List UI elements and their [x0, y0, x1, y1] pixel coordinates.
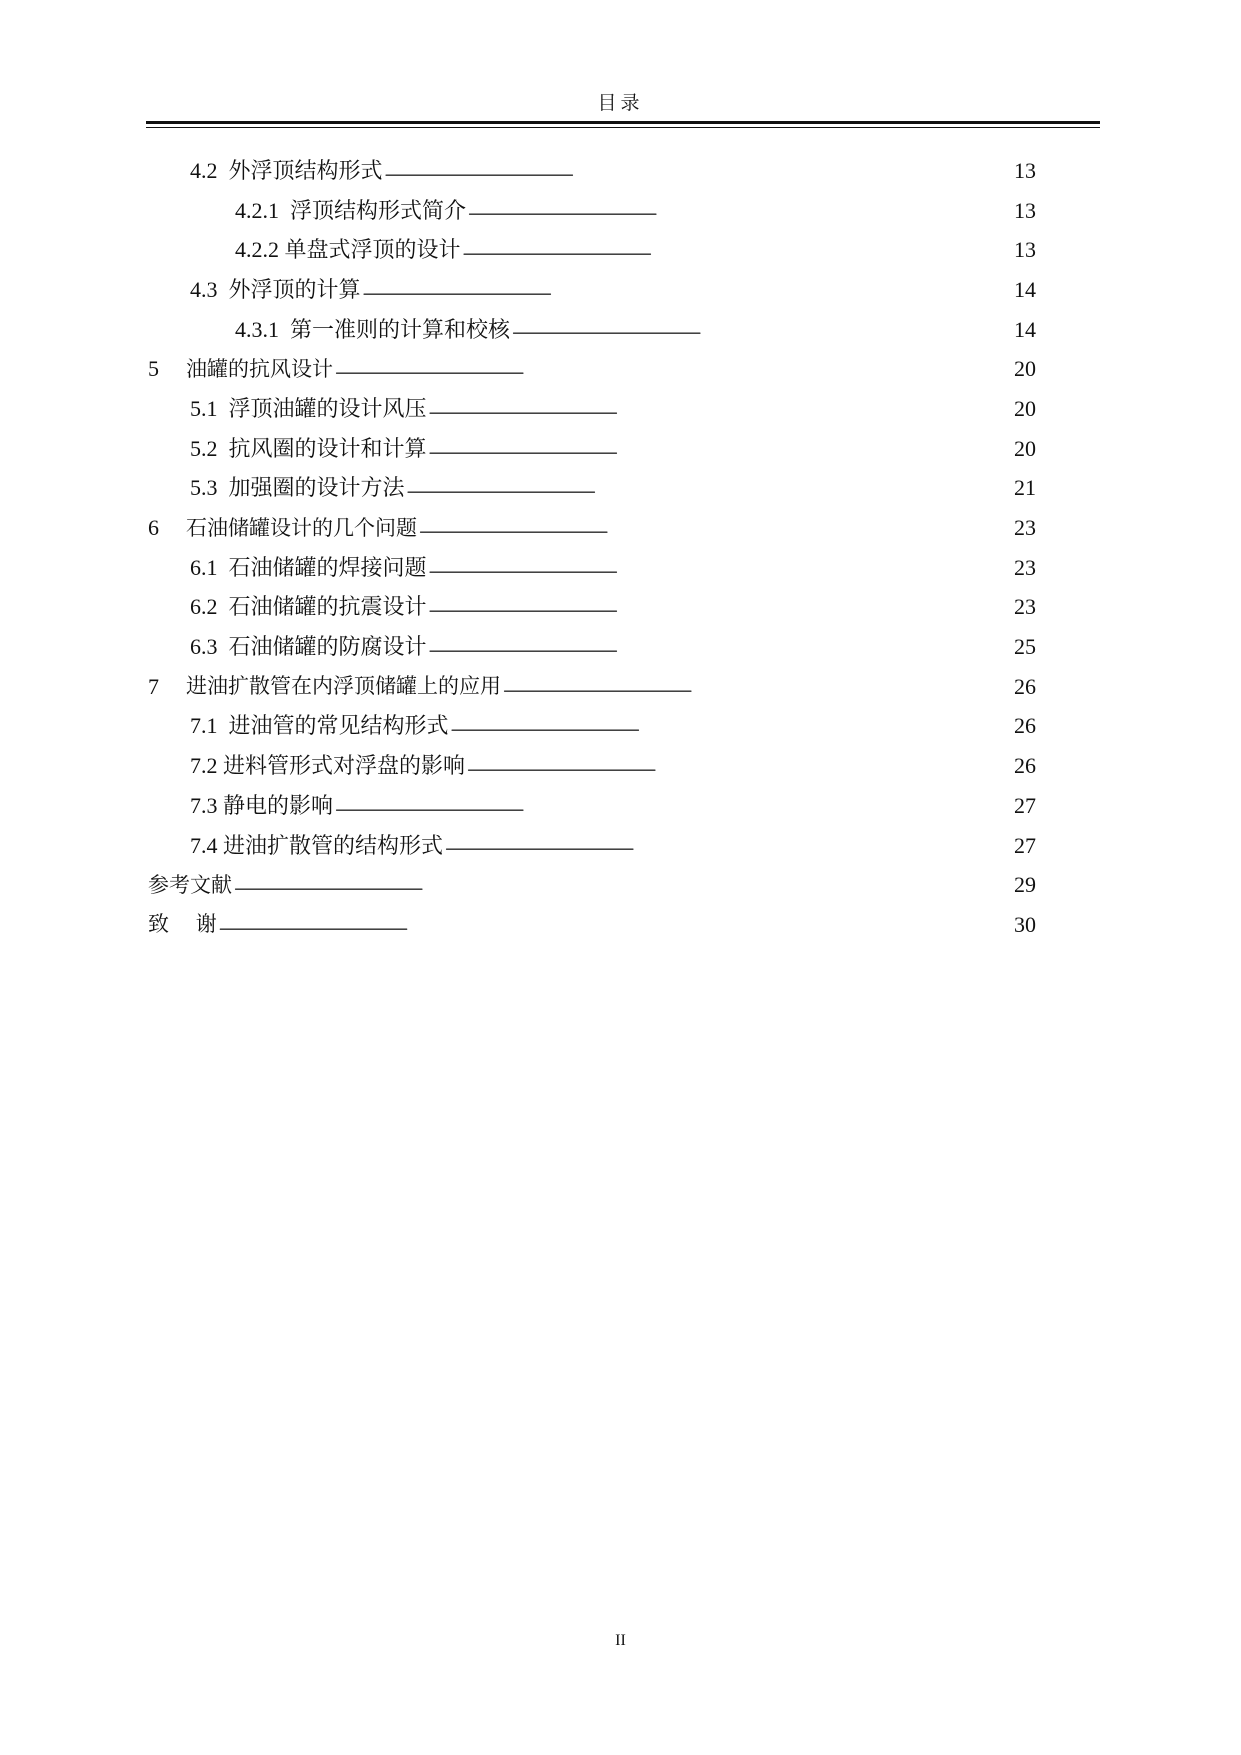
toc-entry-number: 4.2 [190, 157, 229, 183]
toc-entry-title: 静电的影响 [223, 792, 334, 818]
toc-entry-number: 6.1 [190, 554, 229, 580]
toc-entry[interactable] [148, 151, 1036, 191]
toc-entry-title: 外浮顶的计算 [228, 276, 361, 302]
toc-entry-title: 浮顶油罐的设计风压 [228, 395, 427, 421]
toc-entry[interactable] [148, 588, 1036, 628]
toc-entry[interactable] [148, 191, 1036, 231]
toc-entry-number: 6.3 [190, 634, 229, 660]
toc-entry-title: 石油储罐的抗震设计 [228, 594, 427, 620]
toc-entry-title: 抗风圈的设计和计算 [228, 435, 427, 461]
toc-entry[interactable] [148, 707, 1036, 747]
toc-entry-page: 13 [1014, 197, 1036, 223]
toc-dot-leader [335, 364, 1010, 389]
header-rule-thick [146, 121, 1100, 124]
toc-entry-number: 6.2 [190, 594, 229, 620]
toc-entry-page: 20 [1014, 395, 1036, 421]
toc-entry[interactable] [148, 826, 1036, 866]
toc-entry-title: 石油储罐设计的几个问题 [186, 515, 417, 540]
toc-entry-number: 5.2 [190, 435, 229, 461]
toc-entry-page: 26 [1014, 713, 1036, 739]
table-of-contents [148, 151, 1036, 945]
toc-dot-leader [429, 563, 1010, 588]
toc-entry[interactable] [148, 508, 1036, 548]
toc-dot-leader [335, 801, 1010, 826]
toc-entry[interactable] [148, 230, 1036, 270]
toc-dot-leader [219, 920, 1010, 945]
toc-dot-leader [385, 166, 1010, 191]
toc-entry[interactable] [148, 905, 1036, 945]
toc-dot-leader [467, 761, 1010, 786]
toc-entry-page: 23 [1014, 554, 1036, 580]
toc-entry[interactable] [148, 627, 1036, 667]
toc-entry-title: 进油扩散管在内浮顶储罐上的应用 [186, 674, 501, 699]
toc-entry-number: 7 [148, 673, 159, 699]
toc-entry-page: 14 [1014, 276, 1036, 302]
toc-entry-title: 外浮顶结构形式 [228, 157, 383, 183]
toc-entry-page: 14 [1014, 316, 1036, 342]
toc-entry-number: 4.2.1 [235, 197, 290, 223]
toc-entry-number: 4.2.2 [235, 237, 285, 263]
toc-entry-page: 13 [1014, 157, 1036, 183]
toc-entry-title: 加强圈的设计方法 [228, 475, 405, 501]
toc-entry-page: 26 [1014, 673, 1036, 699]
toc-entry-title: 浮顶结构形式简介 [290, 197, 467, 223]
toc-dot-leader [419, 523, 1010, 548]
toc-entry-number: 4.3.1 [235, 316, 290, 342]
toc-entry-page: 25 [1014, 634, 1036, 660]
toc-entry-page: 30 [1014, 911, 1036, 937]
toc-dot-leader [234, 880, 1010, 905]
toc-entry-title: 进油扩散管的结构形式 [223, 832, 444, 858]
toc-entry-number: 6 [148, 515, 159, 541]
toc-entry-page: 13 [1014, 237, 1036, 263]
toc-entry-page: 21 [1014, 475, 1036, 501]
toc-entry[interactable] [148, 746, 1036, 786]
toc-entry-page: 23 [1014, 594, 1036, 620]
toc-entry[interactable] [148, 469, 1036, 509]
toc-entry-title: 参考文献 [148, 872, 232, 897]
toc-dot-leader [512, 324, 1010, 349]
header-title: 目录 [597, 93, 644, 114]
toc-dot-leader [429, 602, 1010, 627]
toc-entry-number: 5.3 [190, 475, 229, 501]
toc-entry[interactable] [148, 270, 1036, 310]
toc-entry-page: 26 [1014, 753, 1036, 779]
toc-entry[interactable] [148, 310, 1036, 350]
toc-dot-leader [429, 642, 1010, 667]
toc-entry-page: 29 [1014, 872, 1036, 898]
toc-entry-title: 第一准则的计算和校核 [290, 316, 511, 342]
footer-page-number: II [615, 1632, 626, 1649]
toc-dot-leader [407, 483, 1010, 508]
toc-entry-number: 5 [148, 356, 159, 382]
toc-entry-number: 7.1 [190, 713, 229, 739]
toc-entry-number: 5.1 [190, 395, 229, 421]
toc-entry[interactable] [148, 349, 1036, 389]
toc-dot-leader [445, 840, 1010, 865]
toc-entry-number: 7.2 [190, 753, 223, 779]
toc-dot-leader [363, 285, 1010, 310]
toc-entry-title: 进料管形式对浮盘的影响 [223, 753, 466, 779]
toc-entry-page: 20 [1014, 435, 1036, 461]
toc-entry-page: 23 [1014, 515, 1036, 541]
toc-entry-page: 27 [1014, 792, 1036, 818]
toc-entry-title: 致 谢 [148, 912, 217, 937]
toc-entry[interactable] [148, 865, 1036, 905]
toc-entry-number: 7.4 [190, 832, 223, 858]
toc-entry[interactable] [148, 389, 1036, 429]
toc-entry[interactable] [148, 786, 1036, 826]
header-rule-thin [146, 127, 1100, 128]
toc-dot-leader [463, 245, 1010, 270]
toc-entry-page: 20 [1014, 356, 1036, 382]
toc-entry-title: 单盘式浮顶的设计 [284, 237, 461, 263]
toc-entry[interactable] [148, 667, 1036, 707]
toc-dot-leader [429, 404, 1010, 429]
toc-entry-page: 27 [1014, 832, 1036, 858]
toc-entry[interactable] [148, 429, 1036, 469]
toc-entry-title: 石油储罐的防腐设计 [228, 634, 427, 660]
toc-entry[interactable] [148, 548, 1036, 588]
toc-dot-leader [451, 721, 1010, 746]
toc-entry-title: 进油管的常见结构形式 [228, 713, 449, 739]
toc-dot-leader [503, 682, 1010, 707]
toc-entry-title: 石油储罐的焊接问题 [228, 554, 427, 580]
toc-entry-title: 油罐的抗风设计 [186, 356, 333, 381]
toc-dot-leader [468, 205, 1010, 230]
toc-dot-leader [429, 444, 1010, 469]
toc-entry-number: 7.3 [190, 792, 223, 818]
toc-entry-number: 4.3 [190, 276, 229, 302]
